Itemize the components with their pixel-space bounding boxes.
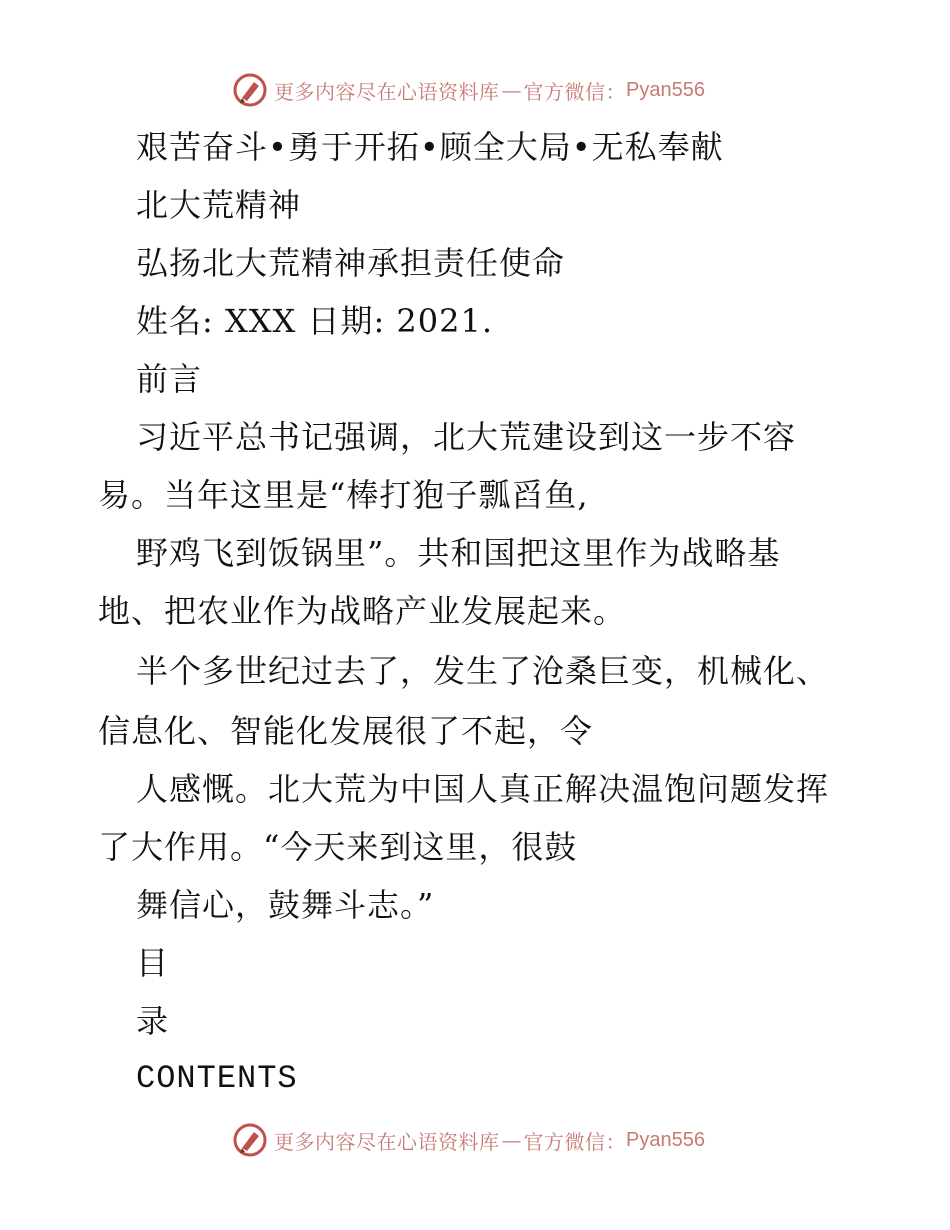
watermark-text: 更多内容尽在心语资料库 (274, 79, 500, 104)
body-line: 习近平总书记强调，北大荒建设到这一步不容 (136, 418, 797, 456)
body-line: 野鸡飞到饭锅里”。共和国把这里作为战略基 (136, 534, 781, 572)
body-line: 了大作用。“今天来到这里，很鼓 (98, 828, 578, 866)
title-line: 北大荒精神 (136, 186, 302, 224)
watermark-id: Pyan556 (626, 78, 705, 101)
watermark-header (232, 70, 752, 110)
body-line: 舞信心，鼓舞斗志。” (136, 886, 435, 924)
body-line: 地、把农业作为战略产业发展起来。 (98, 592, 627, 630)
body-line: 信息化、智能化发展很了不起，令 (98, 712, 594, 750)
contents-heading-en: CONTENTS (136, 1060, 298, 1097)
watermark-separator: — (501, 1128, 522, 1152)
body-line: 人感慨。北大荒为中国人真正解决温饱问题发挥 (136, 770, 830, 808)
subtitle-line: 弘扬北大荒精神承担责任使命 (136, 244, 566, 282)
contents-heading-2: 录 (136, 1002, 170, 1040)
watermark-separator: — (501, 78, 522, 102)
body-line: 半个多世纪过去了，发生了沧桑巨变，机械化、 (136, 652, 830, 690)
watermark-footer (232, 1120, 752, 1160)
slogan-line: 艰苦奋斗•勇于开拓•顾全大局•无私奉献 (136, 128, 724, 166)
pen-logo-icon (232, 1122, 268, 1158)
preface-heading: 前言 (136, 360, 203, 398)
watermark-suffix: 官方微信： (523, 79, 626, 104)
watermark-text: 更多内容尽在心语资料库 (274, 1129, 500, 1154)
watermark-id: Pyan556 (626, 1128, 705, 1151)
contents-heading-1: 目 (136, 944, 170, 982)
pen-logo-icon (232, 72, 268, 108)
name-date-line: 姓名: XXX 日期: 2021. (136, 302, 494, 340)
body-line: 易。当年这里是“棒打狍子瓢舀鱼, (98, 476, 589, 514)
watermark-suffix: 官方微信： (523, 1129, 626, 1154)
